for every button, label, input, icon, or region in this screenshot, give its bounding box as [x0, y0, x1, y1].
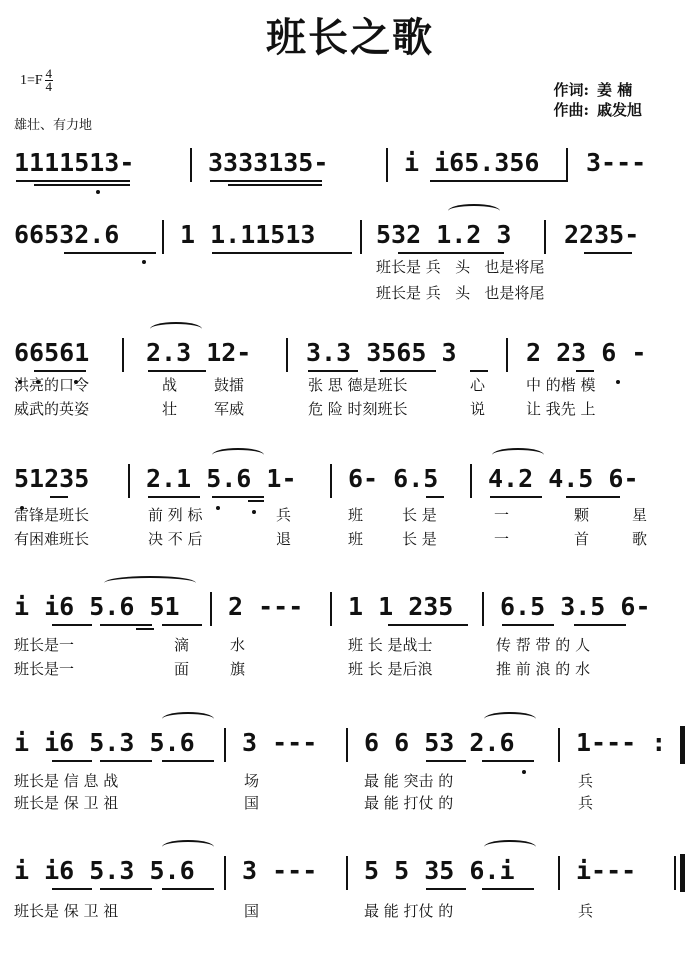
- underline: [52, 888, 92, 890]
- barline: [122, 338, 124, 372]
- lyric-text: 班长是 信 息 战: [14, 772, 119, 790]
- measure: i i6 5.3 5.6: [14, 728, 195, 757]
- lyric-text: 班长是一: [14, 660, 75, 678]
- underline: [308, 370, 358, 372]
- lyricist-name: 姜 楠: [596, 81, 633, 99]
- tie: [104, 576, 196, 590]
- lyric-text: 战: [162, 376, 178, 394]
- measure: 3.3 3565 3: [306, 338, 457, 367]
- measure: 2 23 6 -: [526, 338, 647, 367]
- underline: [248, 500, 264, 502]
- underline: [212, 496, 264, 498]
- lyric-text: 歌: [632, 530, 648, 548]
- lyric-text: 兵: [578, 772, 594, 790]
- tie: [162, 840, 214, 854]
- time-signature: [45, 68, 53, 93]
- barline: [386, 148, 388, 182]
- underline: [584, 252, 632, 254]
- underline: [136, 628, 154, 630]
- lyric-line: [14, 900, 686, 920]
- lyric-text: 班 长 是战士: [348, 636, 433, 654]
- underline: [100, 760, 152, 762]
- lyric-text: 军威: [214, 400, 245, 418]
- lyric-text: 班长是一: [14, 636, 75, 654]
- lyric-text: 最 能 打仗 的: [364, 794, 454, 812]
- underline: [212, 252, 352, 254]
- final-barline: [680, 854, 685, 892]
- key-label: 1=F: [20, 72, 43, 88]
- score-line-2: [14, 216, 686, 256]
- lyric-text: 水: [230, 636, 246, 654]
- tie: [448, 204, 500, 218]
- lyric-line: [14, 528, 686, 548]
- lyric-text: 滴: [174, 636, 190, 654]
- lyric-text: 长 是: [402, 530, 437, 548]
- barline: [286, 338, 288, 372]
- underline: [64, 252, 156, 254]
- barline: [224, 856, 226, 890]
- measure: 51235: [14, 464, 90, 493]
- lyric-text: 洪亮的口令: [14, 376, 90, 394]
- measure: 1 1 235: [348, 592, 454, 621]
- key-signature: [20, 68, 53, 93]
- lyric-text: 心: [470, 376, 486, 394]
- barline: [190, 148, 192, 182]
- lyric-text: 班长是 保 卫 祖: [14, 902, 119, 920]
- barline: [128, 464, 130, 498]
- underline: [162, 888, 214, 890]
- lyric-text: 一: [494, 530, 510, 548]
- lyric-text: 班长是 兵 头 也是将尾: [376, 258, 545, 276]
- measure: 2 ---: [228, 592, 304, 621]
- underline: [482, 760, 534, 762]
- lyric-text: 班 长 是后浪: [348, 660, 433, 678]
- lyric-line: [14, 658, 686, 678]
- underline: [398, 252, 504, 254]
- tempo-marking: 雄壮、有力地: [14, 118, 93, 133]
- measure: 5 5 35 6.i: [364, 856, 515, 885]
- lyric-text: 星: [632, 506, 648, 524]
- lyric-text: 前 列 标: [148, 506, 203, 524]
- lyric-text: 兵: [578, 902, 594, 920]
- measure: 3 ---: [242, 728, 318, 757]
- lyric-text: 让 我先 上: [526, 400, 596, 418]
- barline: [330, 464, 332, 498]
- song-title: 班长之歌: [266, 14, 434, 61]
- barline: [346, 856, 348, 890]
- lyric-text: 班: [348, 506, 364, 524]
- score-line-4: [14, 460, 686, 500]
- underline: [502, 624, 554, 626]
- underline: [162, 624, 202, 626]
- lyricist-line: [553, 80, 650, 100]
- underline: [426, 760, 466, 762]
- measure: 66532.6: [14, 220, 120, 249]
- measure: 2.1 5.6 1-: [146, 464, 297, 493]
- barline: [162, 220, 164, 254]
- lyric-text: 国: [244, 902, 260, 920]
- measure: 6 6 53 2.6: [364, 728, 515, 757]
- barline: [360, 220, 362, 254]
- lyric-line: [14, 634, 686, 654]
- barline: [210, 592, 212, 626]
- measure: 3 ---: [242, 856, 318, 885]
- tie: [150, 322, 202, 336]
- measure: 6.5 3.5 6-: [500, 592, 651, 621]
- barline: [224, 728, 226, 762]
- barline: [674, 856, 676, 890]
- lyric-text: 班: [348, 530, 364, 548]
- lyric-text: 面: [174, 660, 190, 678]
- lyric-text: 说: [470, 400, 486, 418]
- underline: [566, 496, 620, 498]
- underline: [426, 496, 444, 498]
- underline: [426, 888, 466, 890]
- measure: 3---: [586, 148, 647, 177]
- lyric-text: 张 思 德是班长: [308, 376, 408, 394]
- lyric-line: [14, 792, 686, 812]
- composer-line: [553, 100, 650, 120]
- score-line-6: [14, 724, 686, 764]
- measure: 1--- :: [576, 728, 667, 757]
- tie: [492, 448, 544, 462]
- lyric-text: 兵: [276, 506, 292, 524]
- lyric-text: 危 险 时刻班长: [308, 400, 408, 418]
- lyric-text: 最 能 打仗 的: [364, 902, 454, 920]
- underline: [148, 370, 206, 372]
- underline: [470, 370, 488, 372]
- lyric-text: 退: [276, 530, 292, 548]
- underline: [52, 760, 92, 762]
- score-line-1: [14, 144, 686, 184]
- lyric-text: 班长是 兵 头 也是将尾: [376, 284, 545, 302]
- barline: [482, 592, 484, 626]
- lyric-text: 最 能 突击 的: [364, 772, 454, 790]
- barline: [566, 148, 568, 182]
- time-signature-bottom: 4: [45, 79, 52, 94]
- measure: 6- 6.5: [348, 464, 439, 493]
- barline: [558, 728, 560, 762]
- underline: [430, 180, 568, 182]
- score-line-5: [14, 588, 686, 628]
- lyric-line: [14, 256, 686, 276]
- barline: [330, 592, 332, 626]
- measure: i i6 5.6 51: [14, 592, 180, 621]
- underline: [380, 370, 436, 372]
- lyricist-label: 作词:: [553, 81, 589, 99]
- underline: [100, 624, 152, 626]
- tie: [162, 712, 214, 726]
- barline: [558, 856, 560, 890]
- underline: [16, 180, 130, 182]
- score-line-7: [14, 852, 686, 892]
- measure: 2235-: [564, 220, 640, 249]
- underline: [482, 888, 534, 890]
- lyric-line: [14, 770, 686, 790]
- measure: 3333135-: [208, 148, 329, 177]
- underline: [162, 760, 214, 762]
- underline: [576, 370, 594, 372]
- measure: 2.3 12-: [146, 338, 252, 367]
- credits: [553, 80, 650, 120]
- lyric-text: 雷锋是班长: [14, 506, 90, 524]
- lyric-text: 旗: [230, 660, 246, 678]
- underline: [34, 370, 86, 372]
- octave-dot: [96, 190, 100, 194]
- lyric-text: 颗: [574, 506, 590, 524]
- lyric-text: 传 帮 带 的 人: [496, 636, 591, 654]
- underline: [148, 496, 200, 498]
- lyric-text: 威武的英姿: [14, 400, 90, 418]
- underline: [52, 624, 92, 626]
- underline: [50, 496, 68, 498]
- lyric-text: 场: [244, 772, 260, 790]
- measure: 4.2 4.5 6-: [488, 464, 639, 493]
- underline: [574, 624, 626, 626]
- measure: 532 1.2 3: [376, 220, 512, 249]
- lyric-text: 国: [244, 794, 260, 812]
- lyric-text: 中 的楷 模: [526, 376, 596, 394]
- barline: [506, 338, 508, 372]
- lyric-line: [14, 398, 686, 418]
- composer-name: 戚发旭: [596, 101, 642, 119]
- lyric-text: 一: [494, 506, 510, 524]
- repeat-end-barline: [680, 726, 685, 764]
- measure: 1 1.11513: [180, 220, 316, 249]
- lyric-text: 有困难班长: [14, 530, 90, 548]
- barline: [346, 728, 348, 762]
- underline: [34, 184, 130, 186]
- barline: [470, 464, 472, 498]
- lyric-text: 兵: [578, 794, 594, 812]
- lyric-line: [14, 282, 686, 302]
- lyric-text: 鼓擂: [214, 376, 245, 394]
- lyric-text: 首: [574, 530, 590, 548]
- measure: 1111513-: [14, 148, 135, 177]
- composer-label: 作曲:: [553, 101, 589, 119]
- underline: [228, 184, 322, 186]
- tie: [484, 712, 536, 726]
- score-line-3: [14, 334, 686, 374]
- tie: [212, 448, 264, 462]
- underline: [100, 888, 152, 890]
- tie: [484, 840, 536, 854]
- lyric-text: 班长是 保 卫 祖: [14, 794, 119, 812]
- measure: i i65.356: [404, 148, 540, 177]
- measure: i---: [576, 856, 637, 885]
- lyric-text: 推 前 浪 的 水: [496, 660, 591, 678]
- underline: [210, 180, 322, 182]
- barline: [544, 220, 546, 254]
- underline: [388, 624, 468, 626]
- lyric-line: [14, 504, 686, 524]
- measure: 66561: [14, 338, 90, 367]
- lyric-text: 长 是: [402, 506, 437, 524]
- lyric-text: 决 不 后: [148, 530, 203, 548]
- measure: i i6 5.3 5.6: [14, 856, 195, 885]
- underline: [490, 496, 542, 498]
- lyric-text: 壮: [162, 400, 178, 418]
- time-signature-top: 4: [45, 66, 52, 81]
- lyric-line: [14, 374, 686, 394]
